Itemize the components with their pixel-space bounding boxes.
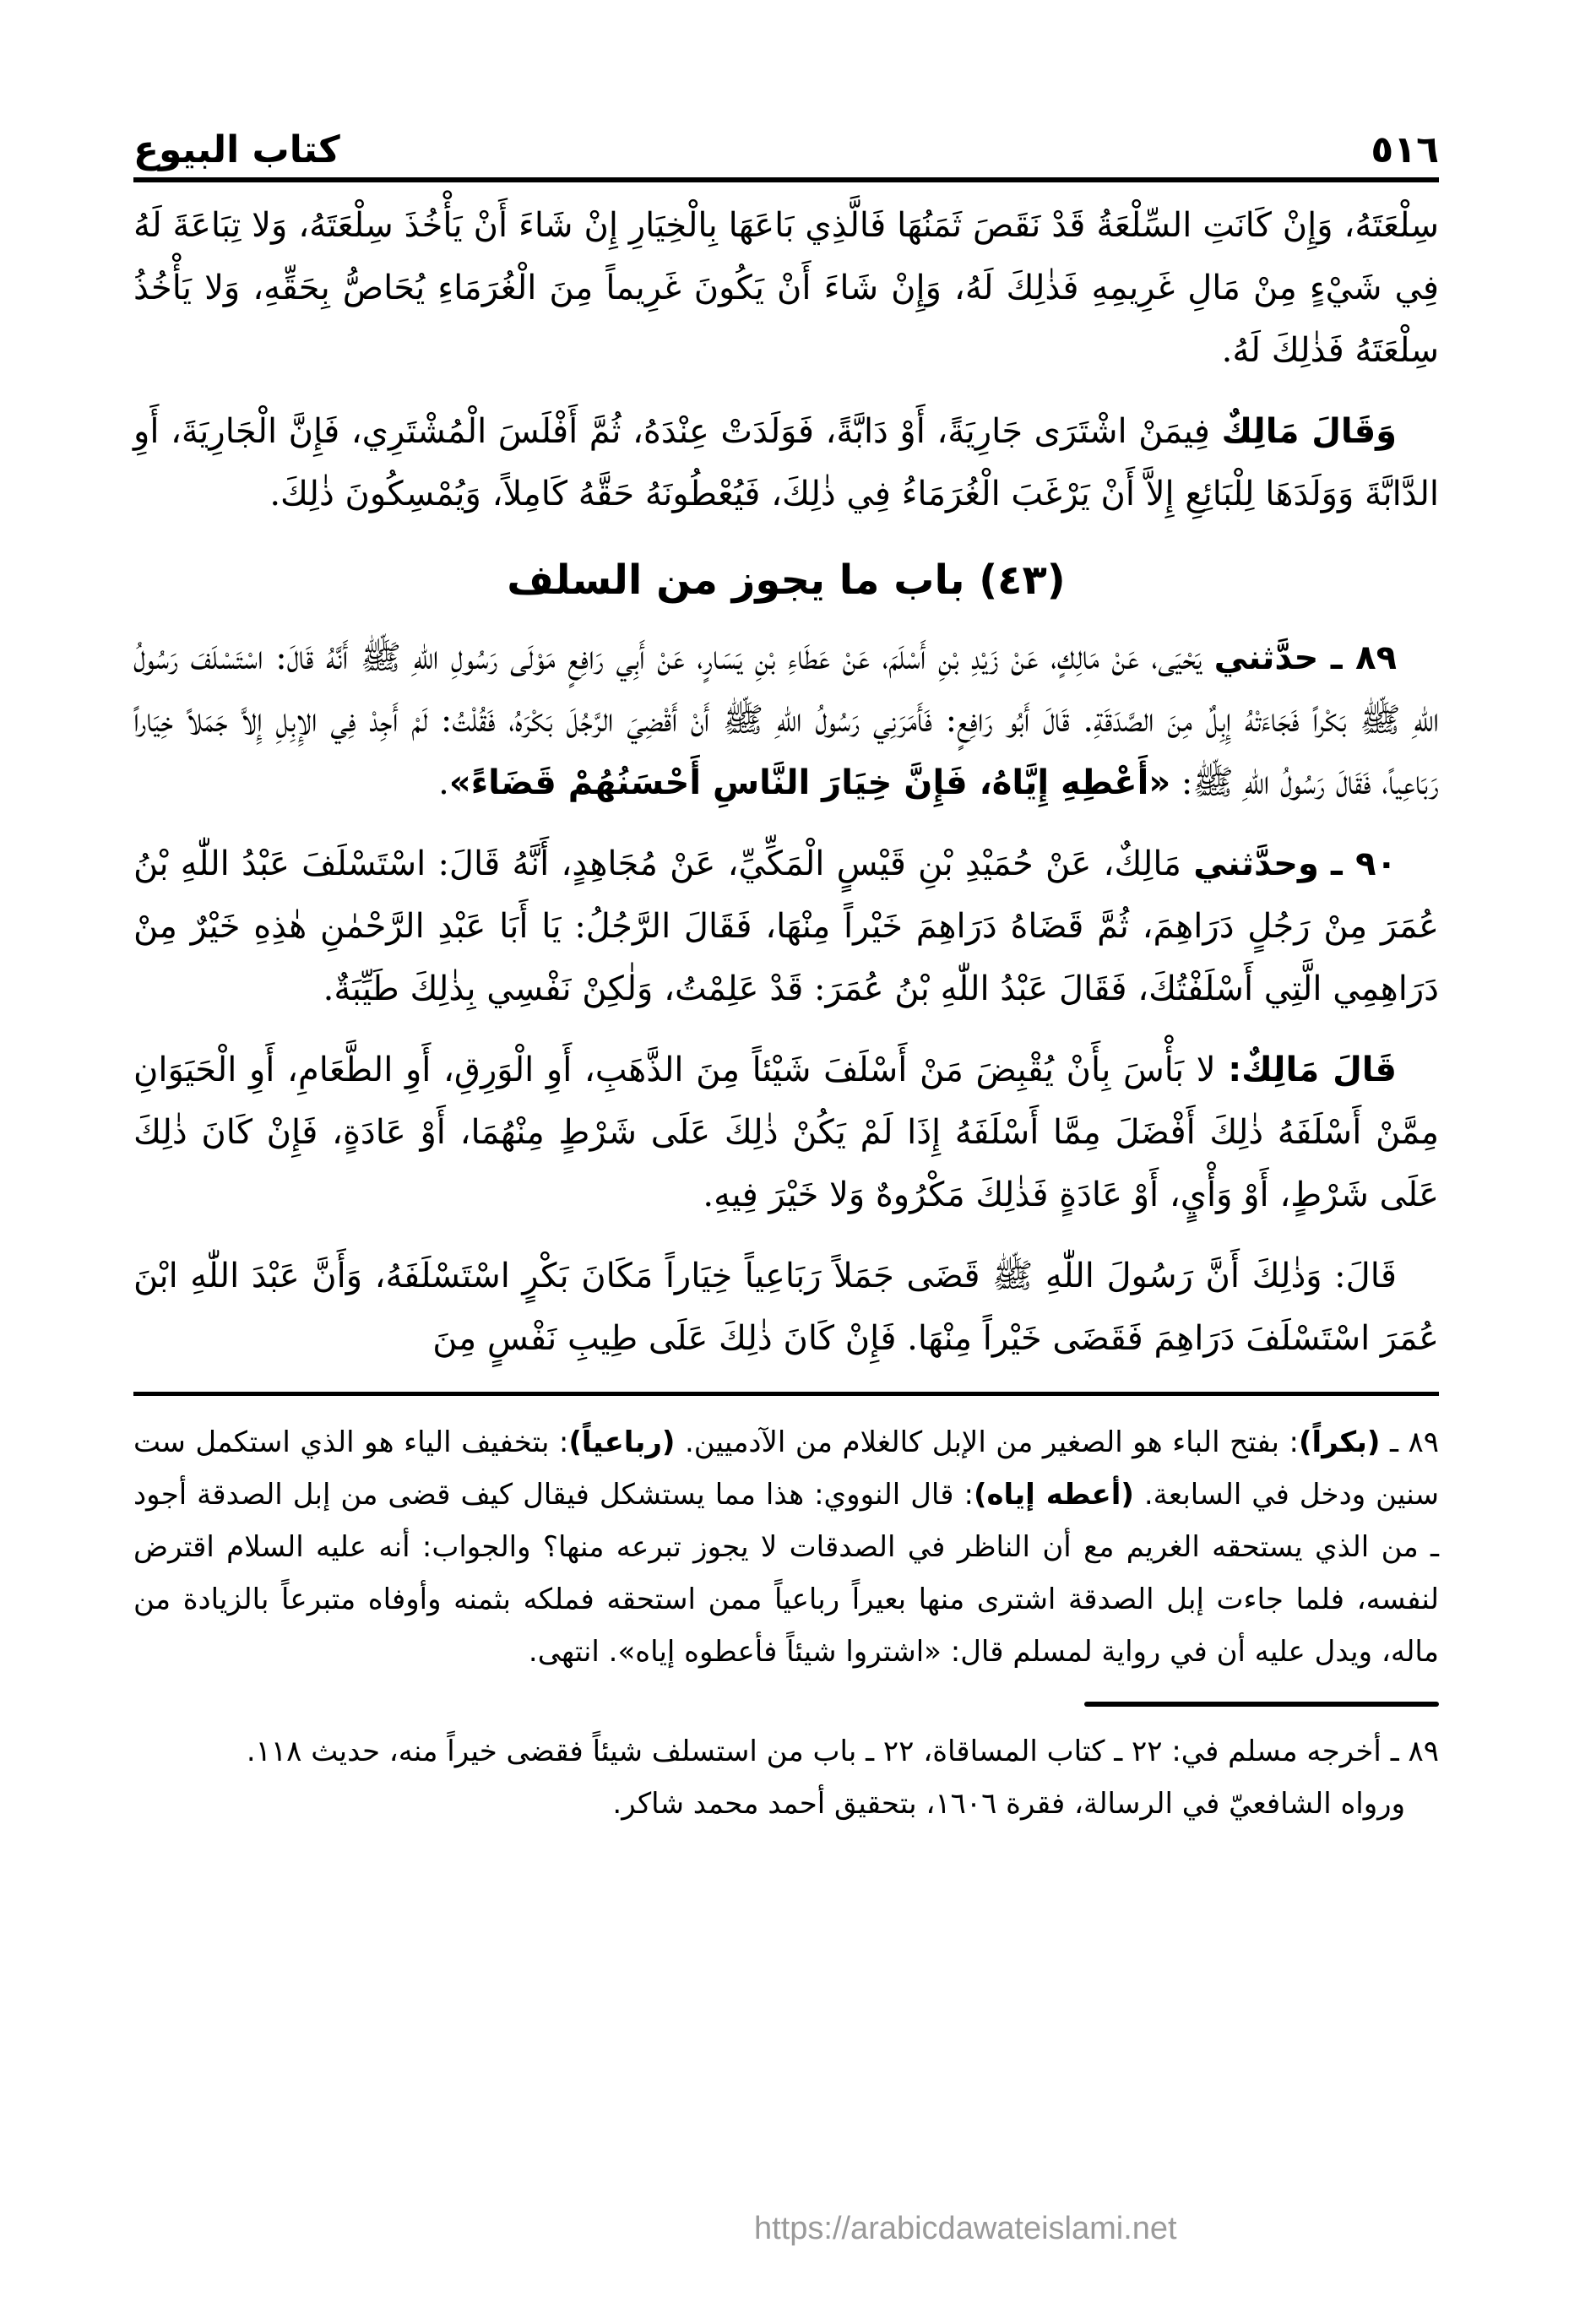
paragraph-continuation — [133, 194, 1439, 382]
reference-line: ٨٩ ـ أخرجه مسلم في: ٢٢ ـ كتاب المساقاة، ٢٢ ـ باب من استسلف شيئاً فقضى خيراً منه، حديث ١١٨. — [246, 1735, 1439, 1768]
note-definition: : بفتح الباء هو الصغير من الإبل كالغلام من الآدميين. — [675, 1425, 1299, 1459]
paragraph-text: قَالَ: وَذٰلِكَ أَنَّ رَسُولَ اللّٰهِ ﷺ قَضَى جَمَلاً رَبَاعِياً خِيَاراً مَكَانَ بَكْرٍ اسْتَسْلَفَهُ، وَأَنَّ عَبْدَ اللّٰهِ ابْنَ عُمَرَ اسْتَسْلَفَ دَرَاهِمَ فَقَضَى خَيْراً مِنْهَا. فَإِنْ كَانَ ذٰلِكَ عَلَى طِيبِ نَفْسٍ مِنَ — [133, 1257, 1439, 1358]
hadith-quote: «أَعْطِهِ إِيَّاهُ، فَإِنَّ خِيَارَ النَّاسِ أَحْسَنُهُمْ قَضَاءً» — [448, 763, 1171, 802]
hadith-text: مَالِكٌ، عَنْ حُمَيْدِ بْنِ قَيْسٍ الْمَكِّيِّ، عَنْ مُجَاهِدٍ، أَنَّهُ قَالَ: اسْتَسْلَفَ عَبْدُ اللّٰهِ بْنُ عُمَرَ مِنْ رَجُلٍ دَرَاهِمَ، ثُمَّ قَضَاهُ دَرَاهِمَ خَيْراً مِنْهَا، فَقَالَ الرَّجُلُ: يَا أَبَا عَبْدِ الرَّحْمٰنِ هٰذِهِ خَيْرٌ مِنْ دَرَاهِمِي الَّتِي أَسْلَفْتُكَ، فَقَالَ عَبْدُ اللّٰهِ بْنُ عُمَرَ: قَدْ عَلِمْتُ، وَلٰكِنْ نَفْسِي بِذٰلِكَ طَيِّبَةٌ. — [133, 844, 1439, 1008]
paragraph-text: سِلْعَتَهُ، وَإِنْ كَانَتِ السِّلْعَةُ قَدْ نَقَصَ ثَمَنُهَا فَالَّذِي بَاعَهَا بِالْخِيَارِ إِنْ شَاءَ أَنْ يَأْخُذَ سِلْعَتَهُ، وَلا تِبَاعَةَ لَهُ فِي شَيْءٍ مِنْ مَالِ غَرِيمِهِ فَذٰلِكَ لَهُ، وَإِنْ شَاءَ أَنْ يَكُونَ غَرِيماً مِنَ الْغُرَمَاءِ يُحَاصُّ بِحَقِّهِ، وَلا يَأْخُذُ سِلْعَتَهُ فَذٰلِكَ لَهُ. — [133, 206, 1439, 370]
watermark-url: https://arabicdawateislami.net — [754, 2211, 1177, 2246]
hadith-89 — [133, 627, 1439, 814]
final-paragraph — [133, 1245, 1439, 1370]
note-number: ٨٩ ـ — [1389, 1425, 1439, 1459]
malik-ruling — [133, 1039, 1439, 1226]
chapter-title: كتاب البيوع — [133, 128, 340, 171]
source-references — [133, 1725, 1439, 1830]
speaker-lead: قَالَ مَالِكٌ: — [1228, 1051, 1397, 1089]
header-divider — [133, 177, 1439, 182]
hadith-number: ٨٩ ـ — [1330, 638, 1397, 677]
book-page — [133, 110, 1439, 1830]
running-head — [133, 110, 1439, 169]
paragraph-text: فِيمَنْ اشْتَرَى جَارِيَةً، أَوْ دَابَّةً، فَوَلَدَتْ عِنْدَهُ، ثُمَّ أَفْلَسَ الْمُشْتَرِي، فَإِنَّ الْجَارِيَةَ، أَوِ الدَّابَّةَ وَوَلَدَهَا لِلْبَائِعِ إِلاَّ أَنْ يَرْغَبَ الْغُرَمَاءُ فِي ذٰلِكَ، فَيُعْطُونَهُ حَقَّهُ كَامِلاً، وَيُمْسِكُونَ ذٰلِكَ. — [133, 412, 1439, 513]
reference-line: ورواه الشافعيّ في الرسالة، فقرة ١٦٠٦، بتحقيق أحمد محمد شاكر. — [612, 1787, 1405, 1821]
note-term: (أعطه إياه) — [973, 1478, 1134, 1512]
paragraph-text: لا بَأْسَ بِأَنْ يُقْبِضَ مَنْ أَسْلَفَ شَيْئاً مِنَ الذَّهَبِ، أَوِ الْوَرِقِ، أَوِ الطَّعَامِ، أَوِ الْحَيَوَانِ مِمَّنْ أَسْلَفَهُ ذٰلِكَ أَفْضَلَ مِمَّا أَسْلَفَهُ إِذَا لَمْ يَكُنْ ذٰلِكَ عَلَى شَرْطٍ مِنْهُمَا، أَوْ عَادَةٍ، فَإِنْ كَانَ ذٰلِكَ عَلَى شَرْطٍ، أَوْ وَأْيٍ، أَوْ عَادَةٍ فَذٰلِكَ مَكْرُوهٌ وَلا خَيْرَ فِيهِ. — [133, 1051, 1439, 1214]
note-term: (بكراً) — [1299, 1425, 1381, 1459]
main-text — [133, 194, 1439, 1370]
hadith-number: ٩٠ ـ — [1331, 844, 1397, 883]
hadith-text: يَحْيَى، عَنْ مَالِكٍ، عَنْ زَيْدِ بْنِ أَسْلَمَ، عَنْ عَطَاءِ بْنِ يَسَارٍ، عَنْ أَبِي رَافِعٍ مَوْلَى رَسُولِ اللّٰهِ ﷺ أَنَّهُ قَالَ: اسْتَسْلَفَ رَسُولُ اللّٰهِ ﷺ بَكْراً فَجَاءَتْهُ إِبِلٌ مِنَ الصَّدَقَةِ. قَالَ أَبُو رَافِعٍ: فَأَمَرَنِي رَسُولُ اللّٰهِ ﷺ أَنْ أَقْضِيَ الرَّجُلَ بَكْرَهُ، فَقُلْتُ: لَمْ أَجِدْ فِي الإِبِلِ إِلاَّ جَمَلاً خِيَاراً رَبَاعِياً، فَقَالَ رَسُولُ اللّٰهِ ﷺ: — [133, 638, 1439, 802]
explanatory-notes — [133, 1416, 1439, 1678]
section-title: (٤٣) باب ما يجوز من السلف — [507, 557, 1066, 604]
footnotes-divider — [133, 1392, 1439, 1396]
hadith-end: . — [438, 763, 449, 802]
references-divider — [1084, 1702, 1439, 1707]
page-number: ٥١٦ — [1371, 128, 1439, 171]
note-term: (رباعياً) — [568, 1425, 676, 1459]
hadith-lead: وحدَّثني — [1193, 844, 1319, 883]
note-definition: : بتخفيف الياء هو الذي استكمل ست سنين ودخل في السابعة. — [133, 1425, 1439, 1512]
speaker-lead: وَقَالَ مَالِكٌ — [1221, 412, 1397, 451]
paragraph-malik-opinion — [133, 400, 1439, 525]
hadith-90 — [133, 833, 1439, 1020]
note-definition: : قال النووي: هذا مما يستشكل فيقال كيف قضى من إبل الصدقة أجود ـ من الذي يستحقه الغريم مع أن الناظر في الصدقات لا يجوز تبرعه منها؟ والجواب: أنه عليه السلام اقترض لنفسه، فلما جاءت إبل الصدقة اشترى منها بعيراً رباعياً ممن استحقه فملكه بثمنه وأوفاه متبرعاً بالزيادة من ماله، ويدل عليه أن في رواية لمسلم قال: «اشتروا شيئاً فأعطوه إياه». انتهى. — [133, 1478, 1439, 1669]
hadith-lead: حدَّثني — [1213, 638, 1319, 677]
